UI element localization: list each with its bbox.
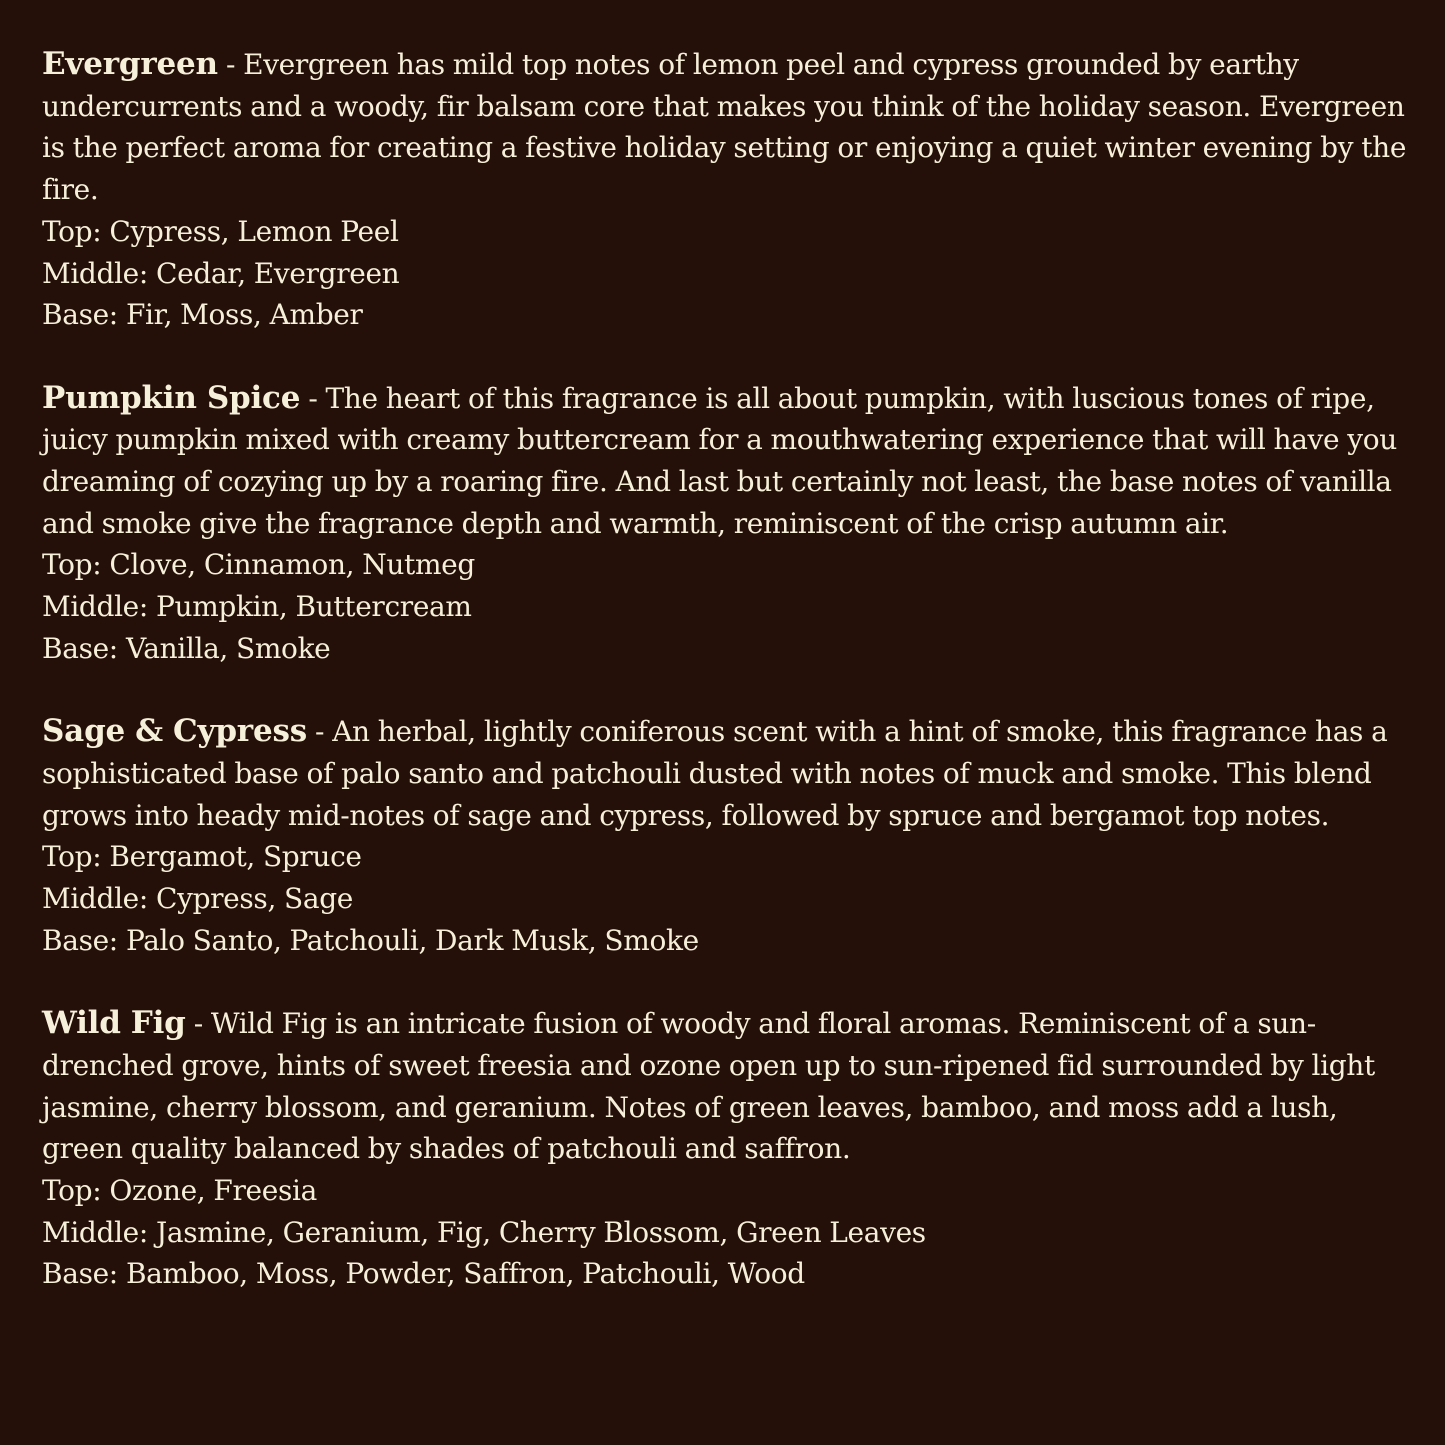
- scent-description-paragraph: [42, 711, 1409, 836]
- base-notes: Base: Bamboo, Moss, Powder, Saffron, Patchouli, Wood: [42, 1257, 805, 1291]
- scent-description-paragraph: [42, 378, 1409, 545]
- scent-description: Evergreen has mild top notes of lemon peel and cypress grounded by earthy undercurrents and a woody, fir balsam core that makes you think of the holiday season. Evergreen is the perfect aroma for creating a festive holiday setting or enjoying a quiet winter evening by the fire.: [42, 48, 1407, 207]
- scent-description: Wild Fig is an intricate fusion of woody and floral aromas. Reminiscent of a sun-drenched grove, hints of sweet freesia and ozone open up to sun-ripened fid surrounded by light jasmine, cherry blossom, and geranium. Notes of green leaves, bamboo, and moss add a lush, green quality balanced by shades of patchouli and saffron.: [42, 1007, 1375, 1166]
- scent-name: Pumpkin Spice: [42, 379, 301, 416]
- scent-name: Sage & Cypress: [42, 713, 307, 750]
- scent-name: Evergreen: [42, 46, 218, 82]
- base-notes: Base: Fir, Moss, Amber: [42, 298, 363, 332]
- scent-wild-fig: [42, 1003, 1409, 1295]
- middle-notes: Middle: Cedar, Evergreen: [42, 256, 400, 290]
- middle-notes: Middle: Jasmine, Geranium, Fig, Cherry Blossom, Green Leaves: [42, 1215, 926, 1249]
- name-separator: -: [306, 715, 333, 749]
- top-notes: Top: Clove, Cinnamon, Nutmeg: [42, 548, 475, 582]
- scent-description-paragraph: [42, 44, 1409, 211]
- scent-evergreen: [42, 44, 1409, 336]
- top-notes: Top: Bergamot, Spruce: [42, 840, 362, 874]
- scent-description-paragraph: [42, 1003, 1409, 1170]
- base-notes: Base: Palo Santo, Patchouli, Dark Musk, Smoke: [42, 923, 699, 957]
- name-separator: -: [185, 1007, 211, 1041]
- top-notes: Top: Ozone, Freesia: [42, 1173, 317, 1207]
- base-notes: Base: Vanilla, Smoke: [42, 631, 331, 665]
- scent-pumpkin-spice: [42, 378, 1409, 670]
- middle-notes: Middle: Cypress, Sage: [42, 882, 354, 916]
- top-notes: Top: Cypress, Lemon Peel: [42, 214, 399, 248]
- name-separator: -: [300, 381, 326, 415]
- scent-sage-cypress: [42, 711, 1409, 961]
- scent-name: Wild Fig: [42, 1005, 186, 1042]
- name-separator: -: [217, 48, 244, 81]
- scent-description: The heart of this fragrance is all about pumpkin, with luscious tones of ripe, juicy pumpkin mixed with creamy buttercream for a mouthwatering experience that will have you dreaming of cozying up by a roaring fire. And last but certainly not least, the base notes of vanilla and smoke give the fragrance depth and warmth, reminiscent of the crisp autumn air.: [42, 381, 1397, 540]
- middle-notes: Middle: Pumpkin, Buttercream: [42, 590, 472, 624]
- scent-description: An herbal, lightly coniferous scent with a hint of smoke, this fragrance has a sophisticated base of palo santo and patchouli dusted with notes of muck and smoke. This blend grows into heady mid-notes of sage and cypress, followed by spruce and bergamot top notes.: [42, 715, 1388, 832]
